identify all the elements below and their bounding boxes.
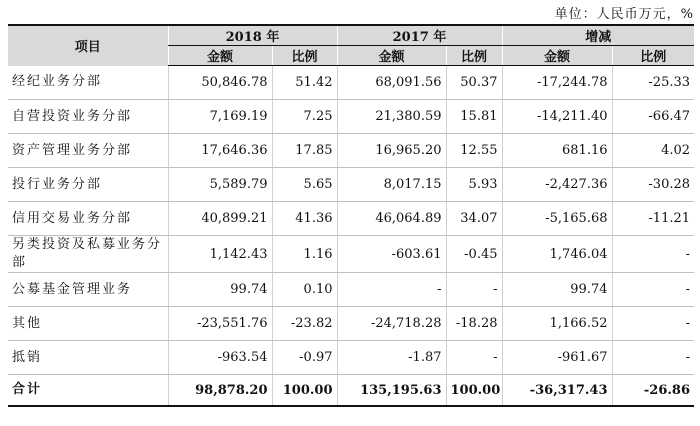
- cell: 99.74: [502, 273, 612, 307]
- cell: 51.42: [272, 66, 337, 100]
- cell: 8,017.15: [337, 168, 446, 202]
- row-label: 自营投资业务分部: [8, 100, 168, 134]
- cell: -25.33: [612, 66, 694, 100]
- change-header: 增减: [502, 25, 694, 46]
- cell: 17,646.36: [168, 134, 272, 168]
- cell: 50.37: [446, 66, 502, 100]
- cell: -11.21: [612, 202, 694, 236]
- total-cell: 98,878.20: [168, 375, 272, 407]
- cell: 681.16: [502, 134, 612, 168]
- cell: -963.54: [168, 341, 272, 375]
- ratio-2017-header: 比例: [446, 46, 502, 66]
- cell: 68,091.56: [337, 66, 446, 100]
- total-cell: -26.86: [612, 375, 694, 407]
- cell: 21,380.59: [337, 100, 446, 134]
- total-cell: 135,195.63: [337, 375, 446, 407]
- cell: 4.02: [612, 134, 694, 168]
- segment-revenue-table: [8, 24, 694, 407]
- row-label: 经纪业务分部: [8, 66, 168, 100]
- cell: 1.16: [272, 236, 337, 273]
- cell: -23,551.76: [168, 307, 272, 341]
- total-cell: 100.00: [272, 375, 337, 407]
- cell: 1,166.52: [502, 307, 612, 341]
- row-label: 公募基金管理业务: [8, 273, 168, 307]
- cell: -: [612, 341, 694, 375]
- cell: 46,064.89: [337, 202, 446, 236]
- amount-2018-header: 金额: [168, 46, 272, 66]
- total-label: 合计: [8, 375, 168, 407]
- table-body: [8, 66, 694, 407]
- cell: -2,427.36: [502, 168, 612, 202]
- cell: 50,846.78: [168, 66, 272, 100]
- ratio-change-header: 比例: [612, 46, 694, 66]
- cell: 16,965.20: [337, 134, 446, 168]
- cell: -30.28: [612, 168, 694, 202]
- cell: -: [612, 273, 694, 307]
- cell: 5,589.79: [168, 168, 272, 202]
- cell: -: [612, 307, 694, 341]
- cell: -: [446, 273, 502, 307]
- ratio-2018-header: 比例: [272, 46, 337, 66]
- cell: -24,718.28: [337, 307, 446, 341]
- item-header: 项目: [8, 25, 168, 66]
- cell: -5,165.68: [502, 202, 612, 236]
- cell: -66.47: [612, 100, 694, 134]
- table-row: [8, 307, 694, 341]
- table-row: [8, 236, 694, 273]
- cell: 7,169.19: [168, 100, 272, 134]
- cell: 5.93: [446, 168, 502, 202]
- cell: 1,142.43: [168, 236, 272, 273]
- cell: 12.55: [446, 134, 502, 168]
- cell: -603.61: [337, 236, 446, 273]
- cell: 17.85: [272, 134, 337, 168]
- table-row: [8, 66, 694, 100]
- row-label: 信用交易业务分部: [8, 202, 168, 236]
- cell: -18.28: [446, 307, 502, 341]
- cell: 1,746.04: [502, 236, 612, 273]
- cell: -0.97: [272, 341, 337, 375]
- unit-note: 单位：人民币万元，%: [554, 7, 694, 22]
- total-cell: -36,317.43: [502, 375, 612, 407]
- cell: 99.74: [168, 273, 272, 307]
- cell: -23.82: [272, 307, 337, 341]
- total-row: [8, 375, 694, 407]
- table-row: [8, 202, 694, 236]
- cell: -1.87: [337, 341, 446, 375]
- row-label: 投行业务分部: [8, 168, 168, 202]
- cell: -: [337, 273, 446, 307]
- cell: 41.36: [272, 202, 337, 236]
- cell: -17,244.78: [502, 66, 612, 100]
- row-label: 另类投资及私募业务分部: [8, 236, 168, 273]
- total-cell: 100.00: [446, 375, 502, 407]
- cell: -: [612, 236, 694, 273]
- year-2018-header: 2018 年: [168, 25, 337, 46]
- amount-2017-header: 金额: [337, 46, 446, 66]
- cell: 40,899.21: [168, 202, 272, 236]
- cell: 34.07: [446, 202, 502, 236]
- cell: -: [446, 341, 502, 375]
- cell: -0.45: [446, 236, 502, 273]
- cell: 15.81: [446, 100, 502, 134]
- cell: -14,211.40: [502, 100, 612, 134]
- row-label: 抵销: [8, 341, 168, 375]
- row-label: 资产管理业务分部: [8, 134, 168, 168]
- table-row: [8, 100, 694, 134]
- amount-change-header: 金额: [502, 46, 612, 66]
- cell: -961.67: [502, 341, 612, 375]
- row-label: 其他: [8, 307, 168, 341]
- table-row: [8, 134, 694, 168]
- table-row: [8, 168, 694, 202]
- cell: 7.25: [272, 100, 337, 134]
- year-2017-header: 2017 年: [337, 25, 502, 46]
- table-row: [8, 341, 694, 375]
- cell: 0.10: [272, 273, 337, 307]
- cell: 5.65: [272, 168, 337, 202]
- table-row: [8, 273, 694, 307]
